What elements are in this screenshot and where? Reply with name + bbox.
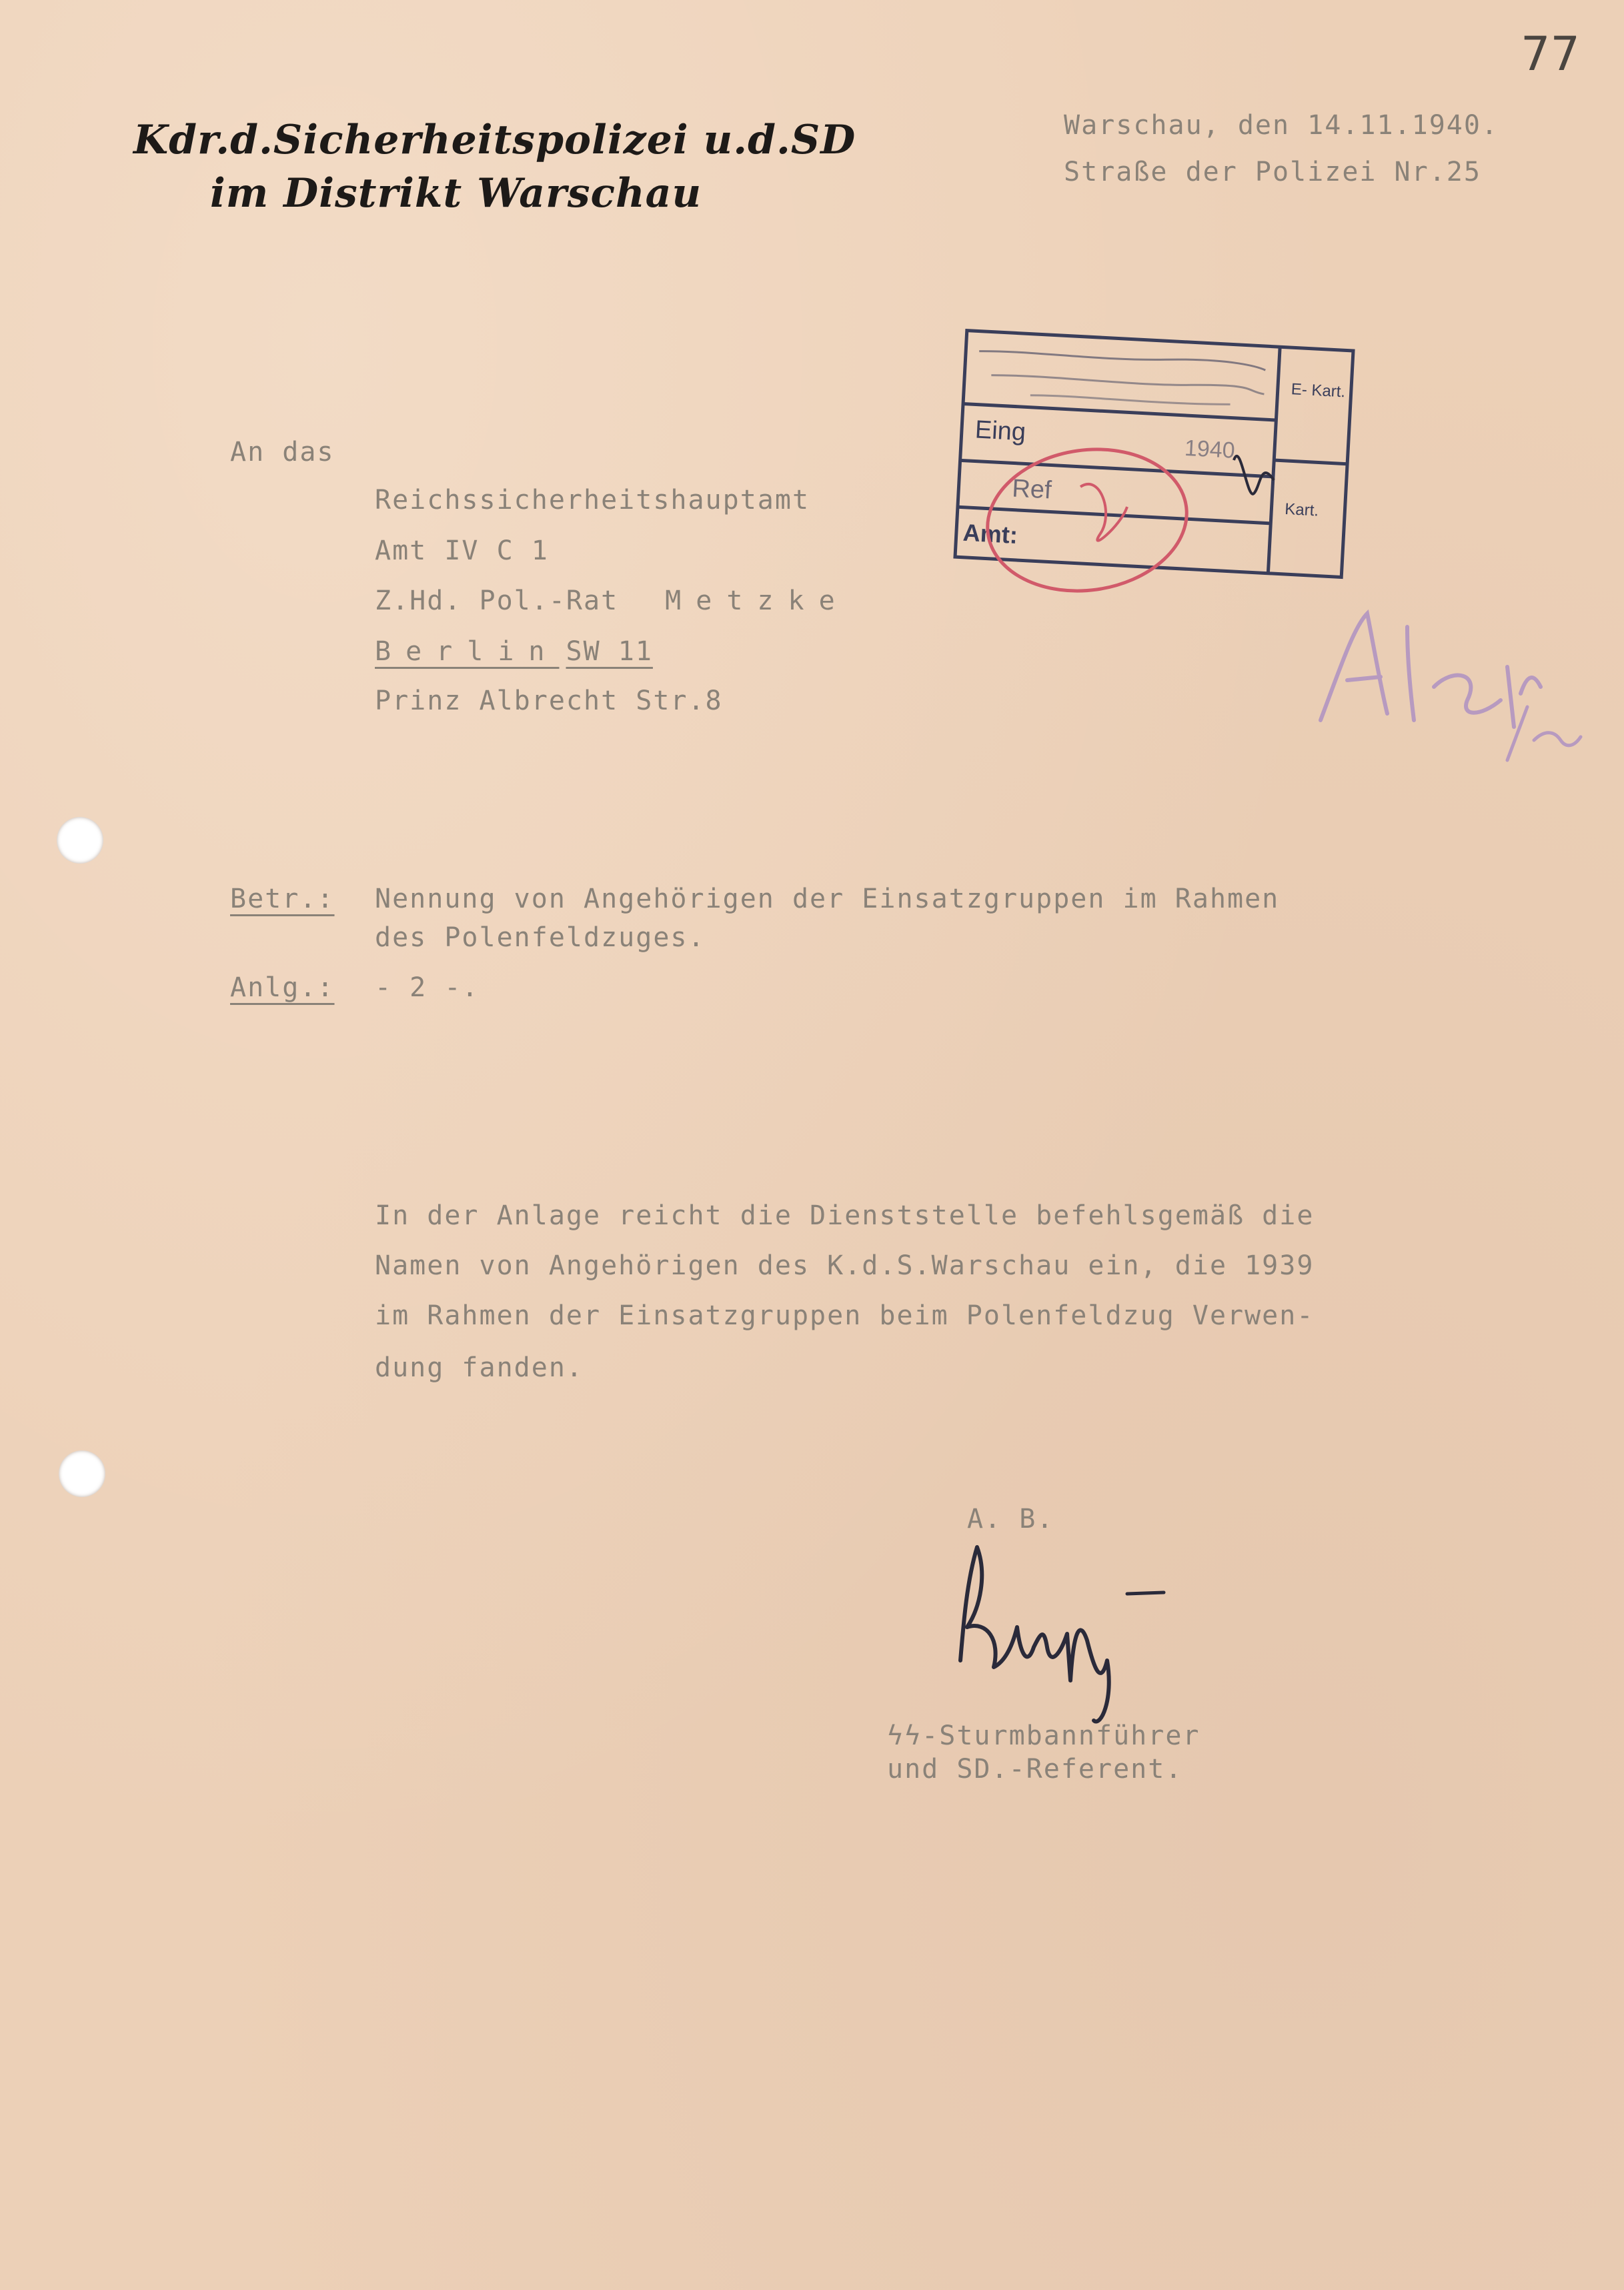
subject-line-1: Nennung von Angehörigen der Einsatzgruppen im Rahmen bbox=[375, 884, 1280, 914]
stamp-faded-text bbox=[1030, 394, 1231, 406]
stamp-amt-label: Amt: bbox=[962, 518, 1018, 549]
enclosure-label: Anlg.: bbox=[230, 972, 335, 1003]
closing-ab: A. B. bbox=[967, 1504, 1054, 1534]
stamp-faded-text bbox=[991, 373, 1265, 394]
address-attention-name: Metzke bbox=[665, 586, 850, 616]
dateline-date: Warschau, den 14.11.1940. bbox=[1064, 110, 1499, 141]
dateline-street: Straße der Polizei Nr.25 bbox=[1064, 157, 1481, 187]
letterhead-line-1: Kdr.d.Sicherheitspolizei u.d.SD bbox=[133, 117, 856, 163]
violet-pencil-paraph bbox=[1307, 587, 1587, 800]
page-number: 77 bbox=[1521, 27, 1581, 81]
letterhead-line-2: im Distrikt Warschau bbox=[210, 170, 702, 217]
stamp-faded-text bbox=[979, 348, 1266, 370]
address-street: Prinz Albrecht Str.8 bbox=[375, 686, 723, 716]
address-attention-prefix: Z.Hd. Pol.-Rat bbox=[375, 586, 619, 616]
address-postal-district: SW 11 bbox=[566, 636, 653, 667]
body-line-1: In der Anlage reicht die Dienststelle befehlsgemäß die bbox=[375, 1200, 1315, 1231]
body-line-3: im Rahmen der Einsatzgruppen beim Polenfeldzug Verwen- bbox=[375, 1300, 1315, 1331]
stamp-abbr-bottom: Kart. bbox=[1284, 499, 1319, 520]
stamp-abbr-top: E- Kart. bbox=[1291, 380, 1346, 401]
address-city: Berlin bbox=[375, 636, 560, 667]
punch-hole bbox=[59, 1450, 105, 1497]
punch-hole bbox=[57, 817, 103, 864]
stamp-date: 1940 bbox=[1184, 435, 1236, 463]
subject-label: Betr.: bbox=[230, 884, 335, 914]
subject-line-2: des Polenfeldzuges. bbox=[375, 922, 706, 953]
body-line-4: dung fanden. bbox=[375, 1352, 584, 1383]
closing-rank: ϟϟ-Sturmbannführer bbox=[887, 1721, 1200, 1751]
address-attention bbox=[375, 586, 850, 616]
address-salutation: An das bbox=[230, 437, 335, 467]
address-department: Amt IV C 1 bbox=[375, 535, 549, 566]
stamp-line bbox=[1274, 460, 1347, 464]
receipt-stamp bbox=[947, 327, 1374, 607]
address-city-line bbox=[375, 636, 653, 667]
address-office: Reichssicherheitshauptamt bbox=[375, 485, 810, 515]
stamp-ref-label: Ref bbox=[1011, 474, 1052, 505]
enclosure-value: - 2 -. bbox=[375, 972, 480, 1003]
stamp-eing-label: Eing bbox=[974, 415, 1027, 447]
closing-title: und SD.-Referent. bbox=[887, 1754, 1183, 1785]
body-line-2: Namen von Angehörigen des K.d.S.Warschau ein, die 1939 bbox=[375, 1250, 1315, 1281]
handwritten-signature bbox=[927, 1527, 1180, 1727]
